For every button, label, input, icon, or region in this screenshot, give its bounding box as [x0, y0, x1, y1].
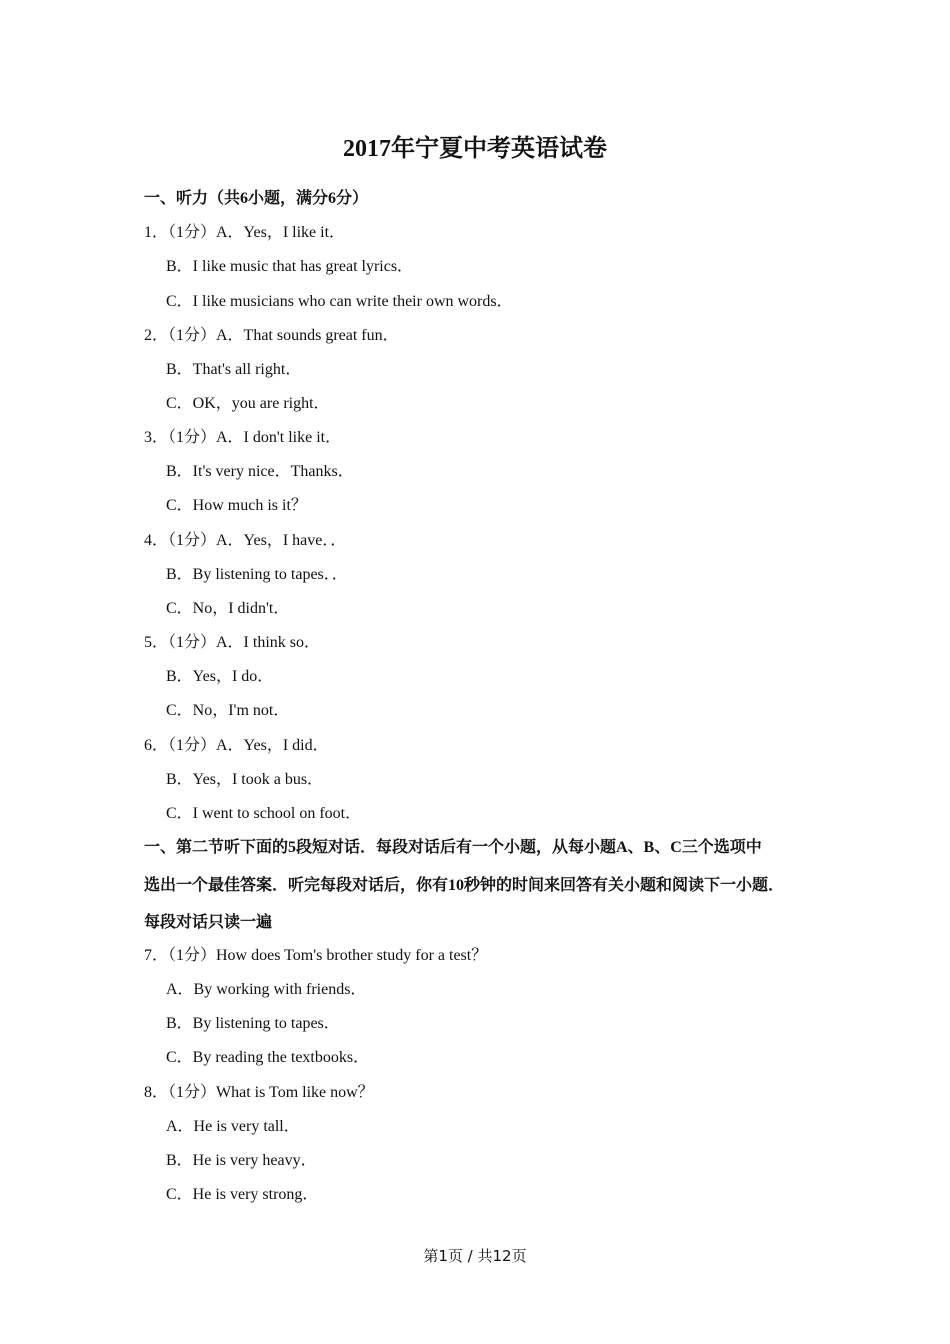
section-2-heading-line-2: 选出一个最佳答案．听完每段对话后，你有10秒钟的时间来回答有关小题和阅读下一小题．: [144, 877, 785, 894]
question-7-option-b: B．By listening to tapes．: [166, 1015, 340, 1032]
question-8-option-a: A．He is very tall．: [166, 1118, 300, 1135]
question-4-stem: 4．（1分）A．Yes，I have．．: [144, 532, 347, 549]
question-5-option-b: B．Yes，I do．: [166, 668, 274, 685]
question-1-option-c: C．I like musicians who can write their own words．: [166, 293, 513, 310]
question-8-stem: 8．（1分）What is Tom like now？: [144, 1084, 374, 1101]
question-5-option-c: C．No，I'm not．: [166, 702, 290, 719]
section-2-heading-line-1: 一、第二节听下面的5段短对话．每段对话后有一个小题，从每小题A、B、C三个选项中: [144, 839, 762, 856]
question-1-stem: 1．（1分）A．Yes，I like it．: [144, 224, 346, 241]
page-title: 2017年宁夏中考英语试卷: [343, 136, 607, 162]
question-7-option-c: C．By reading the textbooks．: [166, 1049, 370, 1066]
question-5-stem: 5．（1分）A．I think so．: [144, 634, 321, 651]
question-2-option-c: C．OK，you are right．: [166, 395, 330, 412]
question-8-option-c: C．He is very strong．: [166, 1186, 319, 1203]
question-4-option-b: B．By listening to tapes．．: [166, 566, 348, 583]
question-6-stem: 6．（1分）A．Yes，I did．: [144, 737, 329, 754]
question-3-option-c: C．How much is it？: [166, 497, 307, 514]
question-1-option-b: B．I like music that has great lyrics．: [166, 258, 414, 275]
question-4-option-c: C．No，I didn't．: [166, 600, 290, 617]
question-7-stem: 7．（1分）How does Tom's brother study for a test？: [144, 947, 488, 964]
question-8-option-b: B．He is very heavy．: [166, 1152, 317, 1169]
question-2-stem: 2．（1分）A．That sounds great fun．: [144, 327, 399, 344]
question-2-option-b: B．That's all right．: [166, 361, 302, 378]
question-6-option-b: B．Yes，I took a bus．: [166, 771, 324, 788]
question-6-option-c: C．I went to school on foot．: [166, 805, 362, 822]
section-2-heading-line-3: 每段对话只读一遍: [144, 914, 273, 931]
question-3-stem: 3．（1分）A．I don't like it．: [144, 429, 342, 446]
question-3-option-b: B．It's very nice．Thanks．: [166, 463, 354, 480]
section-heading: 一、听力（共6小题，满分6分）: [144, 190, 369, 207]
page-footer: 第1页 / 共12页: [423, 1247, 527, 1265]
question-7-option-a: A．By working with friends．: [166, 981, 367, 998]
